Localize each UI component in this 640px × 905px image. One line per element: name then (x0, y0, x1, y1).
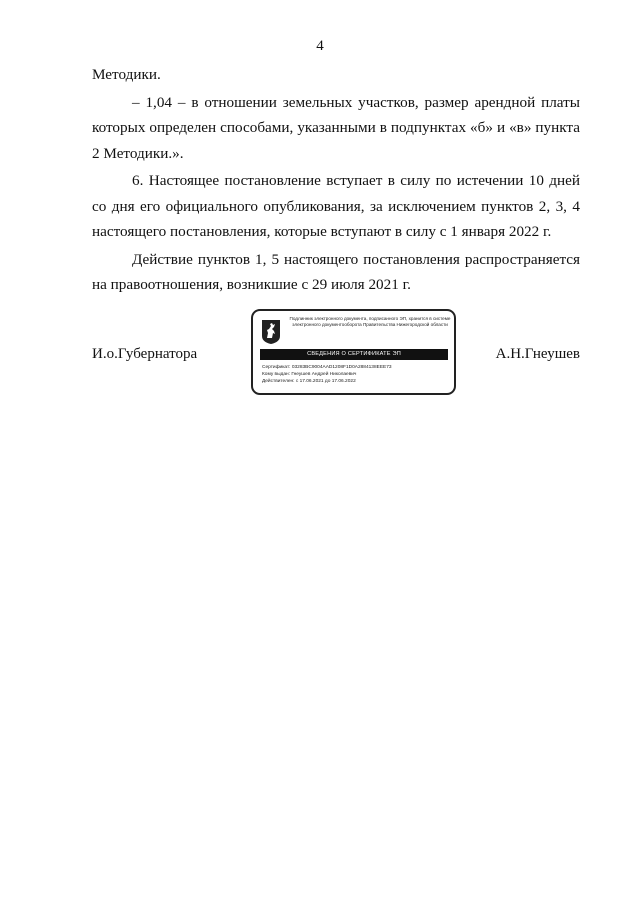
document-body (92, 62, 580, 298)
paragraph-retroactive: Действие пунктов 1, 5 настоящего постановления распространяется на правоотношения, возникшие с 29 июля 2021 г. (92, 250, 580, 293)
emblem-icon (261, 319, 281, 345)
paragraph-continuation: Методики. (92, 66, 161, 83)
stamp-header-text: Подлинник электронного документа, подписанного ЭП, хранится в системе электронного документооборота Правительства Нижегородской области (289, 316, 451, 328)
stamp-owner: Кому выдан: Гнеушев Андрей Николаевич (262, 372, 357, 378)
signatory-position: И.о.Губернатора (92, 346, 198, 362)
stamp-validity: Действителен: с 17.06.2021 до 17.06.2022 (262, 379, 356, 385)
paragraph-coefficient: – 1,04 – в отношении земельных участков, размер арендной платы которых определен способами, указанными в подпунктах «б» и «в» пункта 2 Методики.». (92, 93, 580, 162)
signatory-name: А.Н.Гнеушев (495, 346, 580, 362)
stamp-details (262, 364, 392, 386)
stamp-certificate-bar: СВЕДЕНИЯ О СЕРТИФИКАТЕ ЭП (260, 349, 448, 360)
page-number: 4 (316, 38, 324, 54)
paragraph-effective-date: 6. Настоящее постановление вступает в силу по истечении 10 дней со дня его официального опубликования, за исключением пунктов 2, 3, 4 настоящего постановления, которые вступают в силу с 1 января 2022 г. (92, 172, 580, 240)
stamp-certificate-number: Сертификат: 03283BC9004AAD1208F1D0A2884138EEE73 (262, 365, 392, 370)
electronic-signature-stamp (251, 309, 456, 395)
